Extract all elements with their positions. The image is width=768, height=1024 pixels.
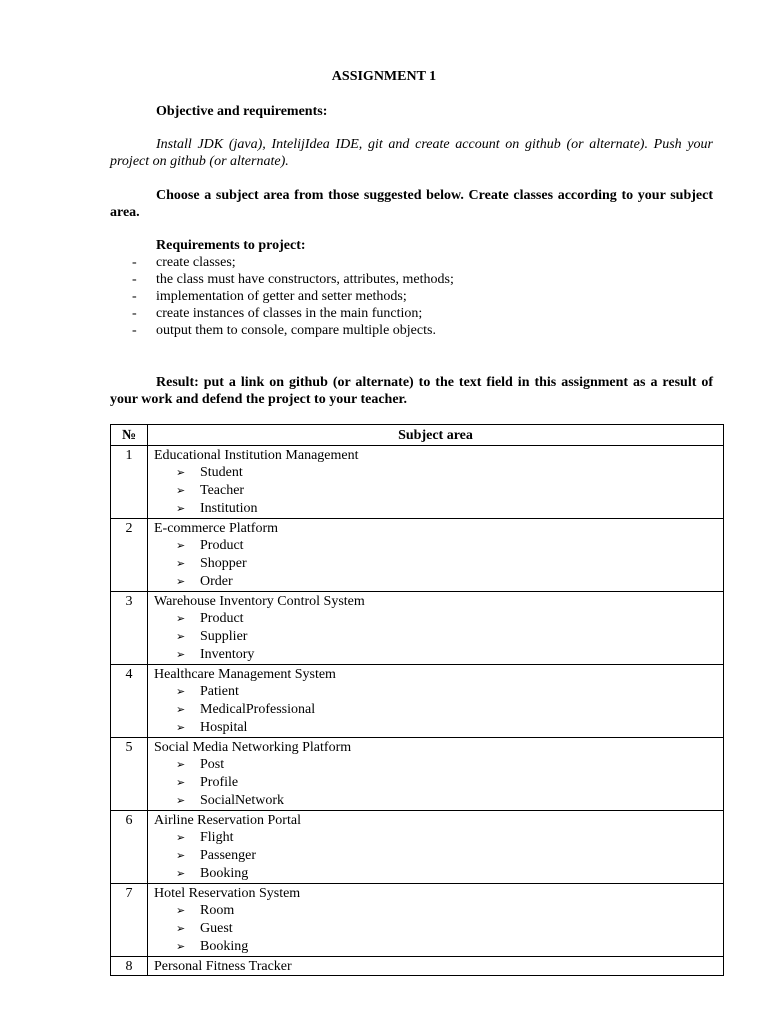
class-name: Room xyxy=(200,903,235,918)
subject-area-name: Hotel Reservation System xyxy=(154,886,301,901)
objective-heading: Objective and requirements: xyxy=(156,104,328,119)
table-row xyxy=(111,665,724,738)
class-list-item xyxy=(154,847,723,865)
class-name: Booking xyxy=(200,939,249,954)
subject-area-table xyxy=(110,424,724,976)
subject-area-name: Airline Reservation Portal xyxy=(154,813,301,828)
subject-area-name: Healthcare Management System xyxy=(154,667,336,682)
row-number: 7 xyxy=(111,884,148,957)
arrow-bullet-icon: ➢ xyxy=(176,613,186,625)
arrow-bullet-icon: ➢ xyxy=(176,704,186,716)
page-title: ASSIGNMENT 1 xyxy=(331,69,437,84)
dash-bullet: - xyxy=(132,289,137,304)
class-list-item xyxy=(154,500,723,518)
subject-area-cell xyxy=(148,957,724,976)
requirement-text: the class must have constructors, attributes, methods; xyxy=(156,272,454,287)
subject-area-cell xyxy=(148,665,724,738)
class-list-item xyxy=(154,573,723,591)
requirement-text: output them to console, compare multiple objects. xyxy=(156,323,436,338)
requirements-heading: Requirements to project: xyxy=(156,238,306,253)
table-row xyxy=(111,738,724,811)
table-row xyxy=(111,811,724,884)
dash-bullet: - xyxy=(132,272,137,287)
requirement-text: create instances of classes in the main function; xyxy=(156,306,423,321)
arrow-bullet-icon: ➢ xyxy=(176,923,186,935)
class-list-item xyxy=(154,865,723,883)
requirement-text: implementation of getter and setter methods; xyxy=(156,289,407,304)
class-list-item xyxy=(154,792,723,810)
class-list-item xyxy=(154,628,723,646)
class-list-item xyxy=(154,719,723,737)
install-paragraph: Install JDK (java), IntelijIdea IDE, git and create account on github (or alternate). Push your project on github (or alternate). xyxy=(110,137,713,169)
table-row xyxy=(111,519,724,592)
arrow-bullet-icon: ➢ xyxy=(176,759,186,771)
class-list-item xyxy=(154,920,723,938)
class-name: Supplier xyxy=(200,629,248,644)
table-row xyxy=(111,957,724,976)
subject-area-name: E-commerce Platform xyxy=(154,521,279,536)
row-number: 2 xyxy=(111,519,148,592)
class-name: Guest xyxy=(200,921,233,936)
row-number: 8 xyxy=(111,957,148,976)
arrow-bullet-icon: ➢ xyxy=(176,777,186,789)
arrow-bullet-icon: ➢ xyxy=(176,941,186,953)
class-name: Inventory xyxy=(200,647,255,662)
class-name: Shopper xyxy=(200,556,247,571)
class-list-item xyxy=(154,683,723,701)
class-list-item xyxy=(154,610,723,628)
class-name: Passenger xyxy=(200,848,256,863)
arrow-bullet-icon: ➢ xyxy=(176,905,186,917)
class-list-item xyxy=(154,756,723,774)
table-header-row xyxy=(111,425,724,446)
subject-area-cell xyxy=(148,592,724,665)
class-list-item xyxy=(154,774,723,792)
class-name: Flight xyxy=(200,830,234,845)
table-body xyxy=(111,446,724,976)
subject-area-cell xyxy=(148,811,724,884)
requirement-text: create classes; xyxy=(156,255,236,270)
class-name: Post xyxy=(200,757,225,772)
class-list-item xyxy=(154,701,723,719)
column-header-subject-area: Subject area xyxy=(148,425,724,446)
table-row xyxy=(111,592,724,665)
subject-area-cell xyxy=(148,446,724,519)
class-name: Teacher xyxy=(200,483,245,498)
class-list-item xyxy=(154,938,723,956)
column-header-number: № xyxy=(111,425,148,446)
row-number: 1 xyxy=(111,446,148,519)
table-row xyxy=(111,884,724,957)
table-row xyxy=(111,446,724,519)
row-number: 6 xyxy=(111,811,148,884)
result-paragraph: Result: put a link on github (or alternate) to the text field in this assignment as a result of your work and defend the project to your teacher. xyxy=(110,375,713,407)
class-name: Product xyxy=(200,538,244,553)
class-list-item xyxy=(154,555,723,573)
arrow-bullet-icon: ➢ xyxy=(176,868,186,880)
class-name: Product xyxy=(200,611,244,626)
arrow-bullet-icon: ➢ xyxy=(176,485,186,497)
dash-bullet: - xyxy=(132,306,137,321)
row-number: 3 xyxy=(111,592,148,665)
class-name: Patient xyxy=(200,684,239,699)
class-list-item xyxy=(154,464,723,482)
class-name: SocialNetwork xyxy=(200,793,284,808)
subject-area-name: Warehouse Inventory Control System xyxy=(154,594,365,609)
arrow-bullet-icon: ➢ xyxy=(176,540,186,552)
arrow-bullet-icon: ➢ xyxy=(176,795,186,807)
dash-bullet: - xyxy=(132,255,137,270)
class-list-item xyxy=(154,646,723,664)
arrow-bullet-icon: ➢ xyxy=(176,686,186,698)
class-list-item xyxy=(154,482,723,500)
class-name: Institution xyxy=(200,501,258,516)
class-list-item xyxy=(154,537,723,555)
subject-area-cell xyxy=(148,519,724,592)
arrow-bullet-icon: ➢ xyxy=(176,649,186,661)
row-number: 4 xyxy=(111,665,148,738)
arrow-bullet-icon: ➢ xyxy=(176,832,186,844)
arrow-bullet-icon: ➢ xyxy=(176,850,186,862)
row-number: 5 xyxy=(111,738,148,811)
dash-bullet: - xyxy=(132,323,137,338)
class-list-item xyxy=(154,902,723,920)
arrow-bullet-icon: ➢ xyxy=(176,722,186,734)
class-name: MedicalProfessional xyxy=(200,702,316,717)
arrow-bullet-icon: ➢ xyxy=(176,631,186,643)
class-name: Booking xyxy=(200,866,249,881)
subject-area-name: Educational Institution Management xyxy=(154,448,359,463)
arrow-bullet-icon: ➢ xyxy=(176,576,186,588)
arrow-bullet-icon: ➢ xyxy=(176,503,186,515)
class-name: Student xyxy=(200,465,243,480)
class-name: Profile xyxy=(200,775,239,790)
subject-area-cell xyxy=(148,738,724,811)
subject-area-name: Social Media Networking Platform xyxy=(154,740,352,755)
class-name: Order xyxy=(200,574,233,589)
class-name: Hospital xyxy=(200,720,248,735)
subject-area-cell xyxy=(148,884,724,957)
subject-area-name: Personal Fitness Tracker xyxy=(154,959,292,974)
choose-paragraph: Choose a subject area from those suggested below. Create classes according to your subject area. xyxy=(110,188,713,220)
class-list-item xyxy=(154,829,723,847)
arrow-bullet-icon: ➢ xyxy=(176,558,186,570)
arrow-bullet-icon: ➢ xyxy=(176,467,186,479)
